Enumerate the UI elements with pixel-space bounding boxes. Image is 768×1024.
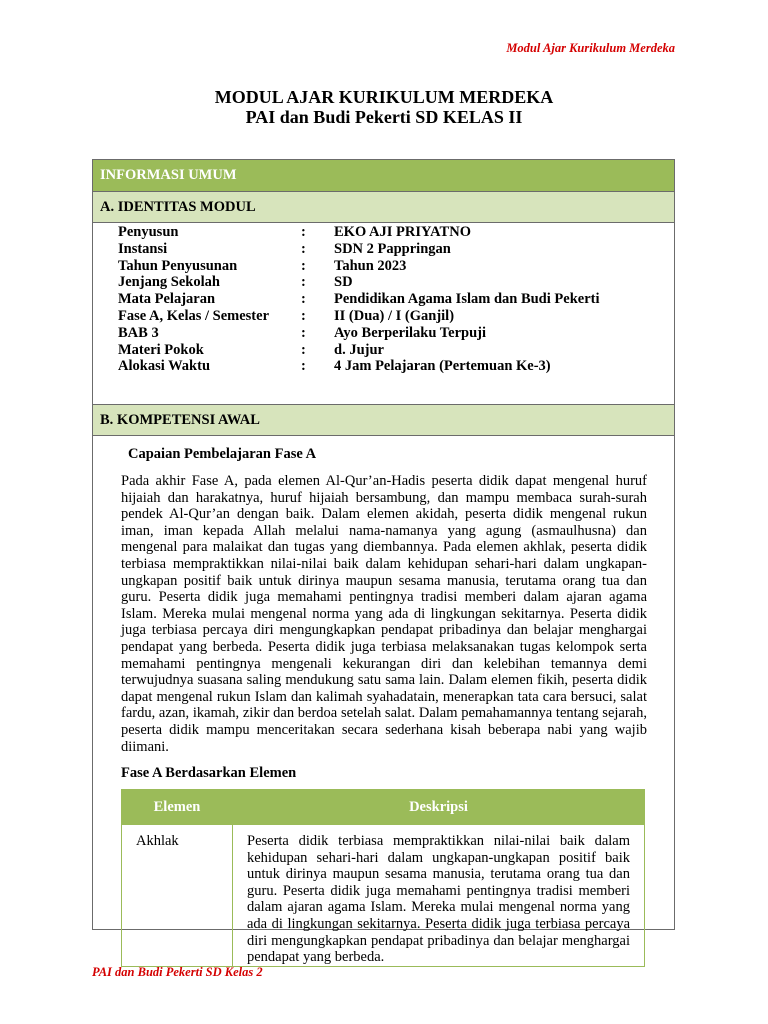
identitas-value: EKO AJI PRIYATNO	[334, 224, 471, 240]
deskripsi-cell: Peserta didik terbiasa mempraktikkan nilai-nilai baik dalam kehidupan sehari-hari dalam ungkapan-ungkapan positif baik untuk dirinya maupun sesama manusia, terutama orang tua dan guru. Peserta didik juga memahami pentingnya tradisi memberi dalam ajaran agama Islam. Mereka mulai mengenal norma yang ada di lingkungan sekitarnya. Peserta didik juga terbiasa percaya diri mengungkapkan pendapat pribadinya dan belajar menghargai pendapat yang berbeda.	[233, 825, 645, 967]
identitas-row	[118, 274, 674, 291]
identitas-label: Alokasi Waktu	[118, 358, 211, 375]
kompetensi-awal-body	[93, 446, 674, 967]
identitas-colon: :	[301, 274, 306, 291]
footer-note: PAI dan Budi Pekerti SD Kelas 2	[92, 965, 263, 979]
module-frame	[92, 159, 675, 966]
title-line-1: MODUL AJAR KURIKULUM MERDEKA	[214, 87, 554, 107]
identitas-row	[118, 325, 674, 342]
identitas-colon: :	[301, 257, 306, 274]
identitas-row	[118, 224, 674, 241]
table-header-row	[122, 790, 645, 825]
informasi-umum-bar: INFORMASI UMUM	[93, 160, 674, 192]
fase-elemen-heading: Fase A Berdasarkan Elemen	[121, 765, 297, 782]
table-row	[122, 825, 645, 967]
identitas-value: Pendidikan Agama Islam dan Budi Pekerti	[334, 291, 600, 308]
capaian-heading: Capaian Pembelajaran Fase A	[128, 446, 317, 462]
identitas-row	[118, 291, 674, 308]
identitas-colon: :	[301, 324, 306, 341]
kompetensi-awal-bar: B. KOMPETENSI AWAL	[93, 405, 674, 436]
column-header-elemen: Elemen	[122, 790, 233, 825]
identitas-label: Tahun Penyusunan	[118, 257, 238, 274]
identitas-row	[118, 241, 674, 258]
identitas-value: II (Dua) / I (Ganjil)	[334, 307, 455, 324]
identitas-label: BAB 3	[118, 324, 159, 341]
identitas-value: SDN 2 Pappringan	[334, 240, 451, 257]
identitas-value: d. Jujur	[334, 341, 384, 358]
header-note: Modul Ajar Kurikulum Merdeka	[506, 41, 675, 55]
identitas-label: Penyusun	[118, 224, 179, 240]
identitas-value: Ayo Berperilaku Terpuji	[334, 324, 486, 341]
title-line-2: PAI dan Budi Pekerti SD KELAS II	[245, 107, 523, 127]
fase-elemen-table	[121, 789, 645, 967]
identitas-value: Tahun 2023	[334, 257, 407, 274]
identitas-colon: :	[301, 341, 306, 358]
document-title	[0, 87, 768, 127]
identitas-colon: :	[301, 240, 306, 257]
identitas-row	[118, 308, 674, 325]
identitas-colon: :	[301, 224, 306, 240]
identitas-colon: :	[301, 358, 306, 375]
identitas-label: Jenjang Sekolah	[118, 274, 220, 291]
capaian-text: Pada akhir Fase A, pada elemen Al-Qur’an-Hadis peserta didik dapat mengenal huruf hijaiah dan harakatnya, huruf hijaiah bersambung, dan mampu membaca surah-surah pendek Al-Qur’an dengan baik. Dalam elemen akidah, peserta didik mengenal rukun iman, iman kepada Allah melalui nama-namanya yang agung (asmaulhusna) dan mengenal para malaikat dan tugas yang diembannya. Pada elemen akhlak, peserta didik terbiasa mempraktikkan nilai-nilai baik dalam kehidupan sehari-hari dalam ungkapan-ungkapan positif baik untuk dirinya maupun sesama manusia, terutama orang tua dan guru. Peserta didik juga memahami pentingnya tradisi memberi dalam ajaran agama Islam. Mereka mulai mengenal norma yang ada di lingkungan sekitarnya. Peserta didik juga terbiasa percaya diri mengungkapkan pendapat pribadinya dan belajar menghargai pendapat yang berbeda. Peserta didik juga terbiasa melaksanakan tugas kelompok serta memahami pentingnya mengenali kekurangan diri dan kelebihan temannya demi terwujudnya suasana saling mendukung satu sama lain. Dalam elemen fikih, peserta didik dapat mengenal rukun Islam dan kalimah syahadatain, menerapkan tata cara bersuci, salat fardu, azan, ikamah, zikir dan berdoa setelah salat. Dalam pemahamannya tentang sejarah, peserta didik mampu menceritakan secara sederhana kisah beberapa nabi yang wajib diimani.	[121, 473, 647, 755]
identitas-label: Fase A, Kelas / Semester	[118, 307, 270, 324]
identitas-list	[93, 223, 674, 405]
column-header-deskripsi: Deskripsi	[233, 790, 645, 825]
identitas-colon: :	[301, 307, 306, 324]
identitas-label: Instansi	[118, 240, 168, 257]
identitas-modul-bar: A. IDENTITAS MODUL	[93, 192, 674, 223]
identitas-value: SD	[334, 274, 353, 291]
identitas-colon: :	[301, 291, 306, 308]
identitas-label: Materi Pokok	[118, 341, 204, 358]
identitas-row	[118, 358, 674, 375]
identitas-row	[118, 258, 674, 275]
identitas-value: 4 Jam Pelajaran (Pertemuan Ke-3)	[334, 358, 551, 375]
elemen-cell: Akhlak	[122, 825, 233, 967]
identitas-row	[118, 342, 674, 359]
identitas-label: Mata Pelajaran	[118, 291, 216, 308]
